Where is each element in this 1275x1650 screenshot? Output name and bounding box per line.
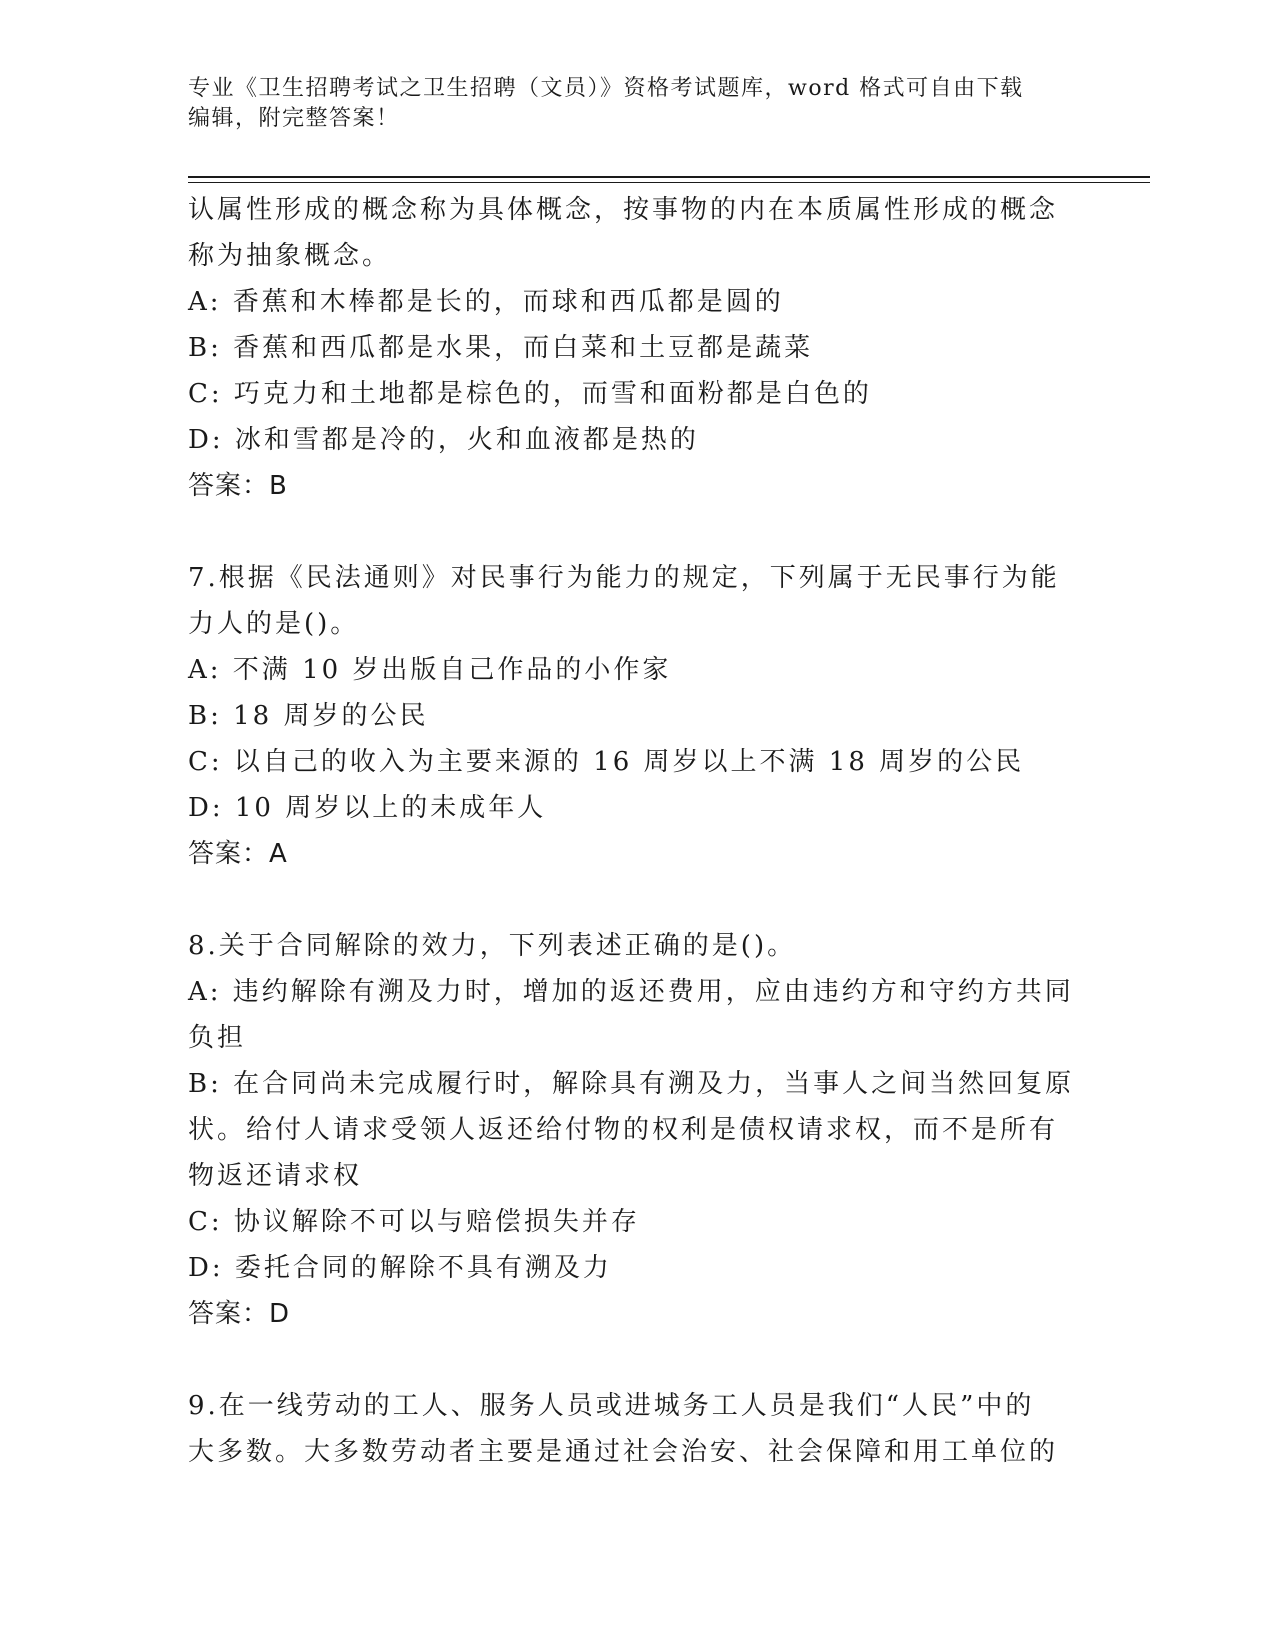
document-body (188, 187, 1088, 1475)
question-text-line: 大多数。大多数劳动者主要是通过社会治安、社会保障和用工单位的 (188, 1437, 1059, 1467)
option-a: A: 违约解除有溯及力时，增加的返还费用，应由违约方和守约方共同 (188, 977, 1074, 1007)
option-d: D: 10 周岁以上的未成年人 (188, 793, 547, 823)
option-b: B: 18 周岁的公民 (188, 701, 429, 731)
option-d: D: 委托合同的解除不具有溯及力 (188, 1253, 612, 1283)
question-text-line: 称为抽象概念。 (188, 241, 392, 271)
spacer (188, 1337, 1088, 1383)
question-block-6 (188, 187, 1088, 509)
spacer (188, 509, 1088, 555)
option-c: C: 巧克力和土地都是棕色的，而雪和面粉都是白色的 (188, 379, 872, 409)
header-divider-thin (188, 182, 1150, 183)
option-a: A: 不满 10 岁出版自己作品的小作家 (188, 655, 672, 685)
answer-line: 答案：B (188, 471, 288, 501)
spacer (188, 877, 1088, 923)
question-text-line: 8.关于合同解除的效力，下列表述正确的是()。 (188, 931, 797, 961)
option-a-continued: 负担 (188, 1023, 247, 1053)
option-b-continued: 状。给付人请求受领人返还给付物的权利是债权请求权，而不是所有 (188, 1115, 1059, 1145)
question-text-line: 认属性形成的概念称为具体概念，按事物的内在本质属性形成的概念 (188, 195, 1059, 225)
option-c: C: 以自己的收入为主要来源的 16 周岁以上不满 18 周岁的公民 (188, 747, 1025, 777)
question-text-line: 力人的是()。 (188, 609, 360, 639)
question-block-8 (188, 923, 1088, 1337)
question-text-line: 9.在一线劳动的工人、服务人员或进城务工人员是我们“人民”中的 (188, 1391, 1035, 1421)
document-header (188, 74, 1088, 134)
option-c: C: 协议解除不可以与赔偿损失并存 (188, 1207, 640, 1237)
option-b-continued: 物返还请求权 (188, 1161, 363, 1191)
header-line-1: 专业《卫生招聘考试之卫生招聘（文员）》资格考试题库，word 格式可自由下载 (188, 76, 1024, 101)
answer-line: 答案：A (188, 839, 288, 869)
question-block-9 (188, 1383, 1088, 1475)
option-b: B: 香蕉和西瓜都是水果，而白菜和土豆都是蔬菜 (188, 333, 814, 363)
answer-line: 答案：D (188, 1299, 291, 1329)
header-line-2: 编辑，附完整答案！ (188, 106, 400, 131)
question-block-7 (188, 555, 1088, 877)
option-b: B: 在合同尚未完成履行时，解除具有溯及力，当事人之间当然回复原 (188, 1069, 1075, 1099)
option-d: D: 冰和雪都是冷的，火和血液都是热的 (188, 425, 699, 455)
header-divider-thick (188, 176, 1150, 178)
question-text-line: 7.根据《民法通则》对民事行为能力的规定，下列属于无民事行为能 (188, 563, 1060, 593)
option-a: A: 香蕉和木棒都是长的，而球和西瓜都是圆的 (188, 287, 784, 317)
